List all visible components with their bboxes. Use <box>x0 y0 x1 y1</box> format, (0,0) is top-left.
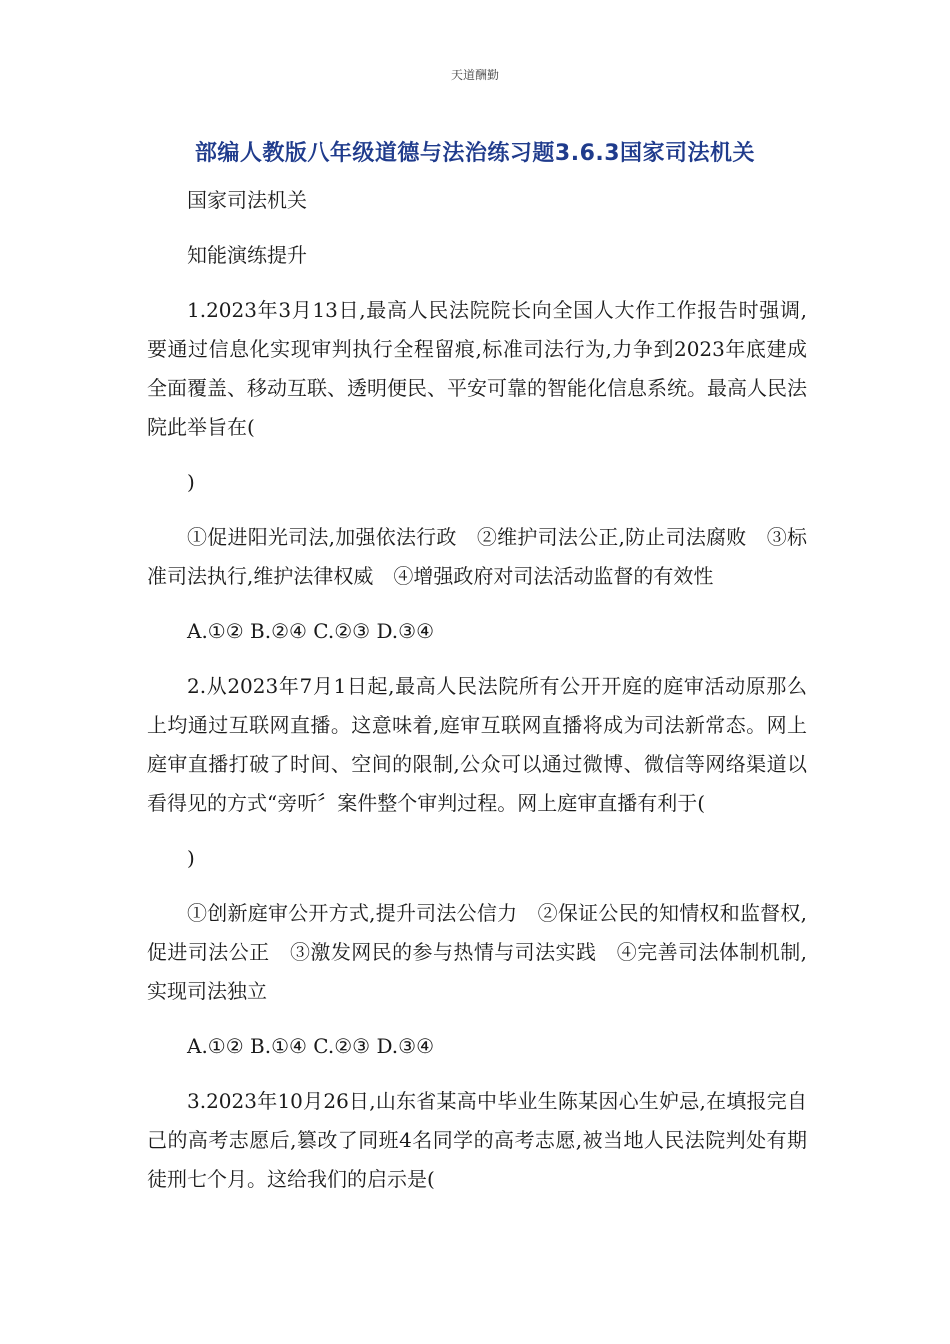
question-1-statements: ①促进阳光司法,加强依法行政 ②维护司法公正,防止司法腐败 ③标准司法执行,维护法律权威 ④增强政府对司法活动监督的有效性 <box>147 525 807 588</box>
question-1-stem: 1.2023年3月13日,最高人民法院院长向全国人大作工作报告时强调,要通过信息化实现审判执行全程留痕,标准司法行为,力争到2023年底建成全面覆盖、移动互联、透明便民、平安可靠的智能化信息系统。最高人民法院此举旨在( <box>147 298 807 439</box>
question-2-statements: ①创新庭审公开方式,提升司法公信力 ②保证公民的知情权和监督权,促进司法公正 ③激发网民的参与热情与司法实践 ④完善司法体制机制,实现司法独立 <box>147 901 807 1003</box>
question-1-options: A.①② B.②④ C.②③ D.③④ <box>187 619 434 643</box>
subsection-title: 知能演练提升 <box>187 243 307 267</box>
page-header: 天道酬勤 <box>450 68 499 82</box>
document-title: 部编人教版八年级道德与法治练习题3.6.3国家司法机关 <box>194 141 756 166</box>
question-2-options: A.①② B.①④ C.②③ D.③④ <box>187 1034 434 1058</box>
question-2-paren-close: ) <box>187 846 195 870</box>
section-title: 国家司法机关 <box>187 188 307 212</box>
question-1-paren-close: ) <box>187 470 195 494</box>
question-3-stem: 3.2023年10月26日,山东省某高中毕业生陈某因心生妒忌,在填报完自己的高考志愿后,篡改了同班4名同学的高考志愿,被当地人民法院判处有期徒刑七个月。这给我们的启示是( <box>147 1089 807 1191</box>
document-body <box>147 181 807 1199</box>
question-2-stem: 2.从2023年7月1日起,最高人民法院所有公开开庭的庭审活动原那么上均通过互联网直播。这意味着,庭审互联网直播将成为司法新常态。网上庭审直播打破了时间、空间的限制,公众可以通过微博、微信等网络渠道以看得见的方式“旁听〞案件整个审判过程。网上庭审直播有利于( <box>147 674 807 815</box>
